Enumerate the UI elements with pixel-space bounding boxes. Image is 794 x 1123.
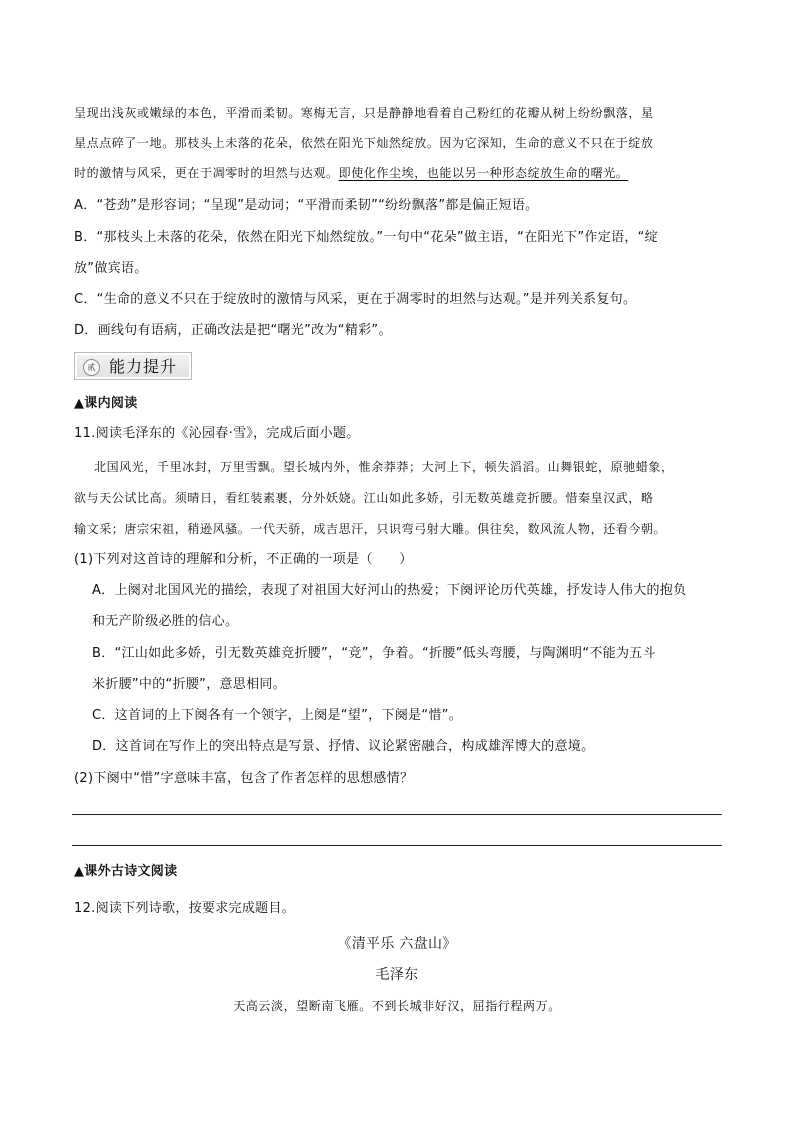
q11-option-d: D．这首词在写作上的突出特点是写景、抒情、议论紧密融合，构成雄浑博大的意境。	[92, 739, 595, 754]
section-heading-extra: ▲课外古诗文阅读	[74, 864, 178, 879]
q11-stem: 11.阅读毛泽东的《沁园春·雪》，完成后面小题。	[74, 426, 360, 441]
poem-line: 欲与天公试比高。须晴日，看红装素裹，分外妖娆。江山如此多娇，引无数英雄竞折腰。惜秦皇汉武，略	[74, 491, 654, 505]
q10-option-c: C．“生命的意义不只在于绽放时的激情与风采，更在于凋零时的坦然与达观。”是并列关系复句。	[74, 292, 637, 307]
q10-option-a: A．“苍劲”是形容词；“呈现”是动词；“平滑而柔韧”“纷纷飘落”都是偏正短语。	[74, 198, 539, 213]
q10-option-b: B．“那枝头上未落的花朵，依然在阳光下灿然绽放。”一句中“花朵”做主语，“在阳光下”作定语，“绽	[74, 230, 658, 245]
q11-sub2: (2)下阕中“惜”字意味丰富，包含了作者怎样的思想感情？	[74, 771, 414, 786]
section-heading-in-class: ▲课内阅读	[74, 396, 138, 411]
poem-line: 天高云淡，望断南飞雁。不到长城非好汉，屈指行程两万。	[233, 999, 561, 1013]
q11-option-c: C．这首词的上下阕各有一个领字，上阕是“望”，下阕是“惜”。	[92, 708, 463, 723]
passage-line: 星点点碎了一地。那枝头上未落的花朵，依然在阳光下灿然绽放。因为它深知，生命的意义不只在于绽放	[74, 136, 654, 150]
q10-option-b-cont: 放”做宾语。	[74, 261, 148, 276]
section-badge	[74, 352, 192, 380]
passage-line: 呈现出浅灰或嫩绿的本色，平滑而柔韧。寒梅无言，只是静静地看着自己粉红的花瓣从树上纷纷飘落，星	[74, 106, 654, 120]
q11-sub1: (1)下列对这首诗的理解和分析，不正确的一项是（ ）	[74, 552, 413, 567]
chinese-numeral-icon: 贰	[83, 359, 100, 376]
poem-line: 输文采；唐宗宋祖，稍逊风骚。一代天骄，成吉思汗，只识弯弓射大雕。俱往矣，数风流人物，还看今朝。	[74, 522, 667, 536]
answer-line[interactable]	[72, 845, 722, 846]
q11-option-b-cont: 米折腰”中的“折腰”，意思相同。	[92, 677, 287, 692]
passage-text: 时的激情与风采，更在于凋零时的坦然与达观。	[74, 166, 339, 180]
q10-option-d: D．画线句有语病，正确改法是把“曙光”改为“精彩”。	[74, 323, 392, 338]
poem-line: 北国风光，千里冰封，万里雪飘。望长城内外，惟余莽莽；大河上下，顿失滔滔。山舞银蛇，原驰蜡象，	[94, 460, 674, 474]
q11-option-b: B．“江山如此多娇，引无数英雄竞折腰”，“竞”，争着。“折腰”低头弯腰，与陶渊明“不能为五斗	[92, 646, 656, 661]
section-badge-label: 能力提升	[109, 357, 178, 376]
passage-line	[74, 164, 628, 182]
answer-line[interactable]	[72, 814, 722, 815]
q11-option-a: A．上阕对北国风光的描绘，表现了对祖国大好河山的热爱；下阕评论历代英雄，抒发诗人伟大的抱负	[92, 583, 687, 598]
poem-author: 毛泽东	[375, 967, 419, 983]
poem-title: 《清平乐 六盘山》	[337, 936, 457, 952]
q12-stem: 12.阅读下列诗歌，按要求完成题目。	[74, 901, 296, 916]
underlined-sentence: 即使化作尘埃，也能以另一种形态绽放生命的曙光。	[338, 166, 629, 180]
q11-option-a-cont: 和无产阶级必胜的信心。	[92, 614, 239, 629]
